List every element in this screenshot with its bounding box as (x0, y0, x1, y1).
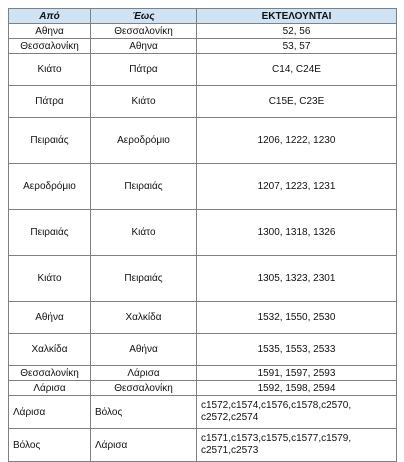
table-row (9, 86, 397, 118)
header-from: Από (9, 9, 91, 24)
table-row (9, 210, 397, 256)
header-to: Έως (91, 9, 197, 24)
schedule-table (8, 8, 397, 462)
cell-to: Πάτρα (91, 54, 197, 86)
cell-to: Λάρισα (91, 366, 197, 381)
cell-trains: 1206, 1222, 1230 (197, 118, 397, 164)
cell-trains: c1572,c1574,c1576,c1578,c2570, c2572,c2574 (197, 396, 397, 429)
cell-trains: 1300, 1318, 1326 (197, 210, 397, 256)
cell-trains: 1591, 1597, 2593 (197, 366, 397, 381)
cell-to: Αεροδρόμιο (91, 118, 197, 164)
cell-from: Λάρισα (9, 381, 91, 396)
cell-from: Λάρισα (9, 396, 91, 429)
cell-to: Θεσσαλονίκη (91, 24, 197, 39)
cell-to: Λάρισα (91, 429, 197, 462)
cell-from: Θεσσαλονίκη (9, 366, 91, 381)
cell-from: Αεροδρόμιο (9, 164, 91, 210)
cell-from: Αθηνα (9, 24, 91, 39)
cell-trains: C14, C24E (197, 54, 397, 86)
table-header-row (9, 9, 397, 24)
cell-from: Θεσσαλονίκη (9, 39, 91, 54)
table-row (9, 302, 397, 334)
cell-trains: 1592, 1598, 2594 (197, 381, 397, 396)
cell-to: Χαλκίδα (91, 302, 197, 334)
cell-trains: c1571,c1573,c1575,c1577,c1579, c2571,c2573 (197, 429, 397, 462)
cell-trains: 1207, 1223, 1231 (197, 164, 397, 210)
table-row (9, 24, 397, 39)
cell-from: Πειραιάς (9, 210, 91, 256)
cell-to: Θεσσαλονίκη (91, 381, 197, 396)
table-row (9, 381, 397, 396)
table-row (9, 54, 397, 86)
cell-trains: 1305, 1323, 2301 (197, 256, 397, 302)
cell-to: Αθηνα (91, 39, 197, 54)
cell-trains: 1532, 1550, 2530 (197, 302, 397, 334)
cell-from: Αθήνα (9, 302, 91, 334)
cell-trains: 53, 57 (197, 39, 397, 54)
cell-to: Βόλος (91, 396, 197, 429)
cell-from: Πειραιάς (9, 118, 91, 164)
cell-to: Πειραιάς (91, 256, 197, 302)
cell-trains: 52, 56 (197, 24, 397, 39)
table-row (9, 396, 397, 429)
cell-from: Κιάτο (9, 256, 91, 302)
cell-from: Κιάτο (9, 54, 91, 86)
cell-to: Κιάτο (91, 86, 197, 118)
table-row (9, 366, 397, 381)
cell-to: Κιάτο (91, 210, 197, 256)
header-trains: ΕΚΤΕΛΟΥΝΤΑΙ (197, 9, 397, 24)
cell-from: Βόλος (9, 429, 91, 462)
table-row (9, 164, 397, 210)
table-row (9, 429, 397, 462)
cell-from: Χαλκίδα (9, 334, 91, 366)
cell-trains: C15E, C23E (197, 86, 397, 118)
table-row (9, 118, 397, 164)
table-row (9, 334, 397, 366)
cell-from: Πάτρα (9, 86, 91, 118)
table-row (9, 39, 397, 54)
schedule-table-container (8, 8, 397, 462)
table-row (9, 256, 397, 302)
cell-to: Πειραιάς (91, 164, 197, 210)
cell-trains: 1535, 1553, 2533 (197, 334, 397, 366)
cell-to: Αθήνα (91, 334, 197, 366)
